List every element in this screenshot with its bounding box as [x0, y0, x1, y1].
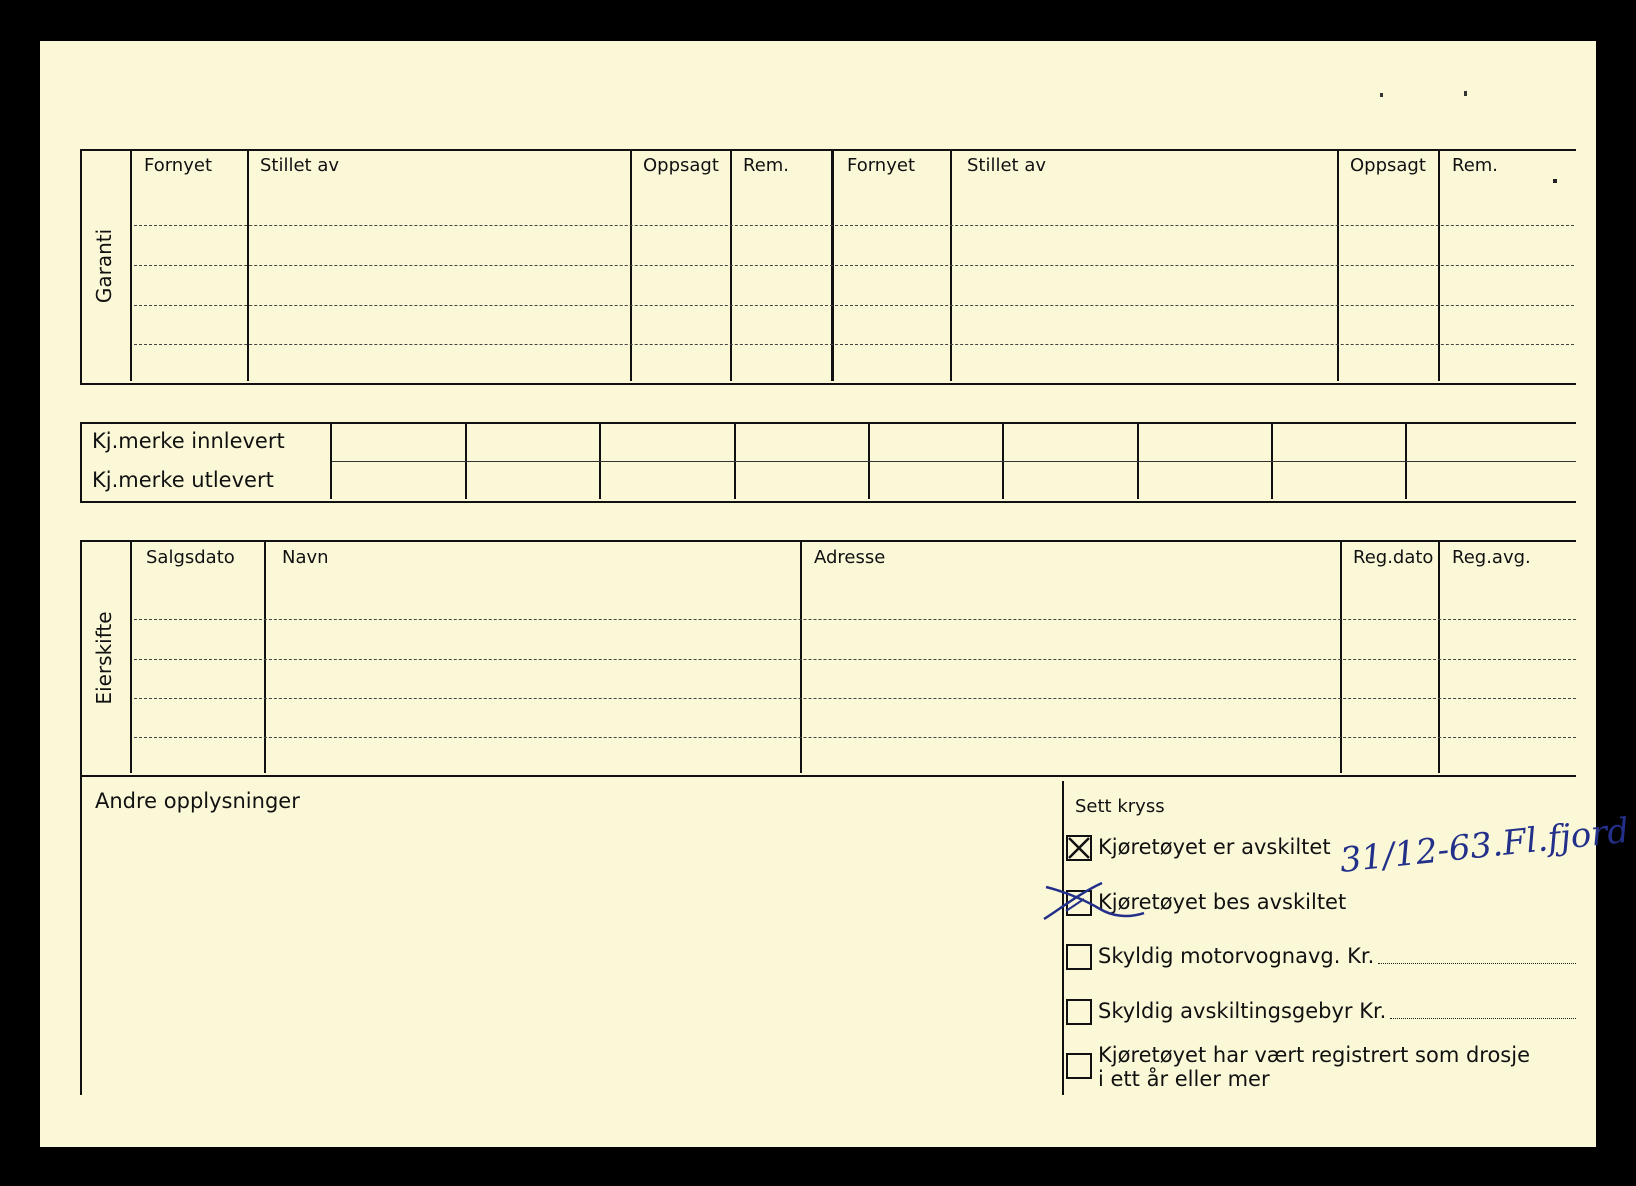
strike-scribble-icon — [1040, 879, 1150, 929]
garanti-header-rem: Rem. — [743, 155, 790, 176]
sett-kryss-label-drosje: Kjøretøyet har vært registrert som drosje — [1098, 1043, 1530, 1067]
sett-kryss-label-drosje-line2: i ett år eller mer — [1098, 1067, 1270, 1091]
checkbox-motorvognavg[interactable] — [1066, 944, 1092, 970]
garanti-top-rule — [80, 149, 1576, 151]
handwritten-note: 31/12-63.Fl.fjord — [1337, 810, 1631, 881]
garanti-divider — [247, 151, 249, 381]
garanti-divider — [1337, 151, 1339, 381]
sett-kryss-label-avskiltingsgebyr: Skyldig avskiltingsgebyr Kr. — [1098, 999, 1387, 1023]
garanti-header-stillet-av: Stillet av — [967, 155, 1047, 176]
eierskifte-bottom-rule — [80, 775, 1576, 777]
eierskifte-divider — [130, 542, 132, 773]
speck — [1380, 93, 1383, 97]
sett-kryss-title: Sett kryss — [1075, 796, 1165, 817]
kjennemerke-utlevert-label: Kj.merke utlevert — [92, 468, 274, 492]
eierskifte-header-reg-dato: Reg.dato — [1353, 547, 1434, 568]
eierskifte-header-reg-avg: Reg.avg. — [1452, 547, 1531, 568]
avskiltingsgebyr-amount-line[interactable] — [1390, 1018, 1576, 1019]
andre-opplysninger-label: Andre opplysninger — [95, 789, 300, 813]
sett-kryss-label-bes-avskiltet: Kjøretøyet bes avskiltet — [1098, 890, 1347, 914]
eierskifte-divider — [264, 542, 266, 773]
garanti-divider — [1438, 151, 1440, 381]
eierskifte-label: Eierskifte — [92, 611, 116, 705]
garanti-header-fornyet: Fornyet — [847, 155, 916, 176]
garanti-entry-line[interactable] — [134, 225, 1574, 226]
sett-kryss-label-motorvognavg: Skyldig motorvognavg. Kr. — [1098, 944, 1375, 968]
kjennemerke-bottom-rule — [80, 501, 1576, 503]
garanti-entry-line[interactable] — [134, 344, 1574, 345]
kjennemerke-left-border — [80, 422, 82, 501]
eierskifte-header-navn: Navn — [282, 547, 329, 568]
eierskifte-entry-line[interactable] — [134, 737, 1576, 738]
eierskifte-entry-line[interactable] — [134, 698, 1576, 699]
garanti-header-rem: Rem. — [1452, 155, 1499, 176]
eierskifte-entry-line[interactable] — [134, 619, 1576, 620]
eierskifte-header-adresse: Adresse — [814, 547, 886, 568]
garanti-left-border — [80, 149, 82, 383]
andre-opplysninger-field[interactable] — [90, 821, 1050, 1091]
garanti-divider — [730, 151, 732, 381]
garanti-header-fornyet: Fornyet — [144, 155, 213, 176]
checkbox-drosje[interactable] — [1066, 1053, 1092, 1079]
registration-card — [40, 41, 1631, 1147]
eierskifte-divider — [1438, 542, 1440, 773]
eierskifte-left-border — [80, 540, 82, 775]
kjennemerke-row-line[interactable] — [332, 461, 1576, 462]
checkbox-avskiltingsgebyr[interactable] — [1066, 999, 1092, 1025]
sett-kryss-divider — [1062, 781, 1064, 1095]
garanti-entry-line[interactable] — [134, 265, 1574, 266]
eierskifte-top-rule — [80, 540, 1576, 542]
garanti-header-oppsagt: Oppsagt — [643, 155, 719, 176]
eierskifte-entry-line[interactable] — [134, 659, 1576, 660]
garanti-bottom-rule — [80, 383, 1576, 385]
garanti-divider — [630, 151, 632, 381]
sett-kryss-label-avskiltet: Kjøretøyet er avskiltet — [1098, 835, 1331, 859]
speck — [1464, 91, 1467, 96]
garanti-header-oppsagt: Oppsagt — [1350, 155, 1426, 176]
garanti-center-divider — [831, 151, 834, 381]
garanti-entry-line[interactable] — [134, 305, 1574, 306]
kjennemerke-innlevert-label: Kj.merke innlevert — [92, 429, 285, 453]
eierskifte-header-salgsdato: Salgsdato — [146, 547, 235, 568]
check-x-icon — [1068, 837, 1090, 859]
checkbox-avskiltet[interactable] — [1066, 835, 1092, 861]
garanti-divider — [950, 151, 952, 381]
garanti-divider — [130, 151, 132, 381]
motorvognavg-amount-line[interactable] — [1378, 963, 1576, 964]
garanti-header-stillet-av: Stillet av — [260, 155, 340, 176]
andre-left-border — [80, 775, 82, 1095]
garanti-label: Garanti — [92, 228, 116, 304]
kjennemerke-top-rule — [80, 422, 1576, 424]
eierskifte-divider — [800, 542, 802, 773]
speck — [1553, 179, 1557, 183]
eierskifte-divider — [1340, 542, 1342, 773]
